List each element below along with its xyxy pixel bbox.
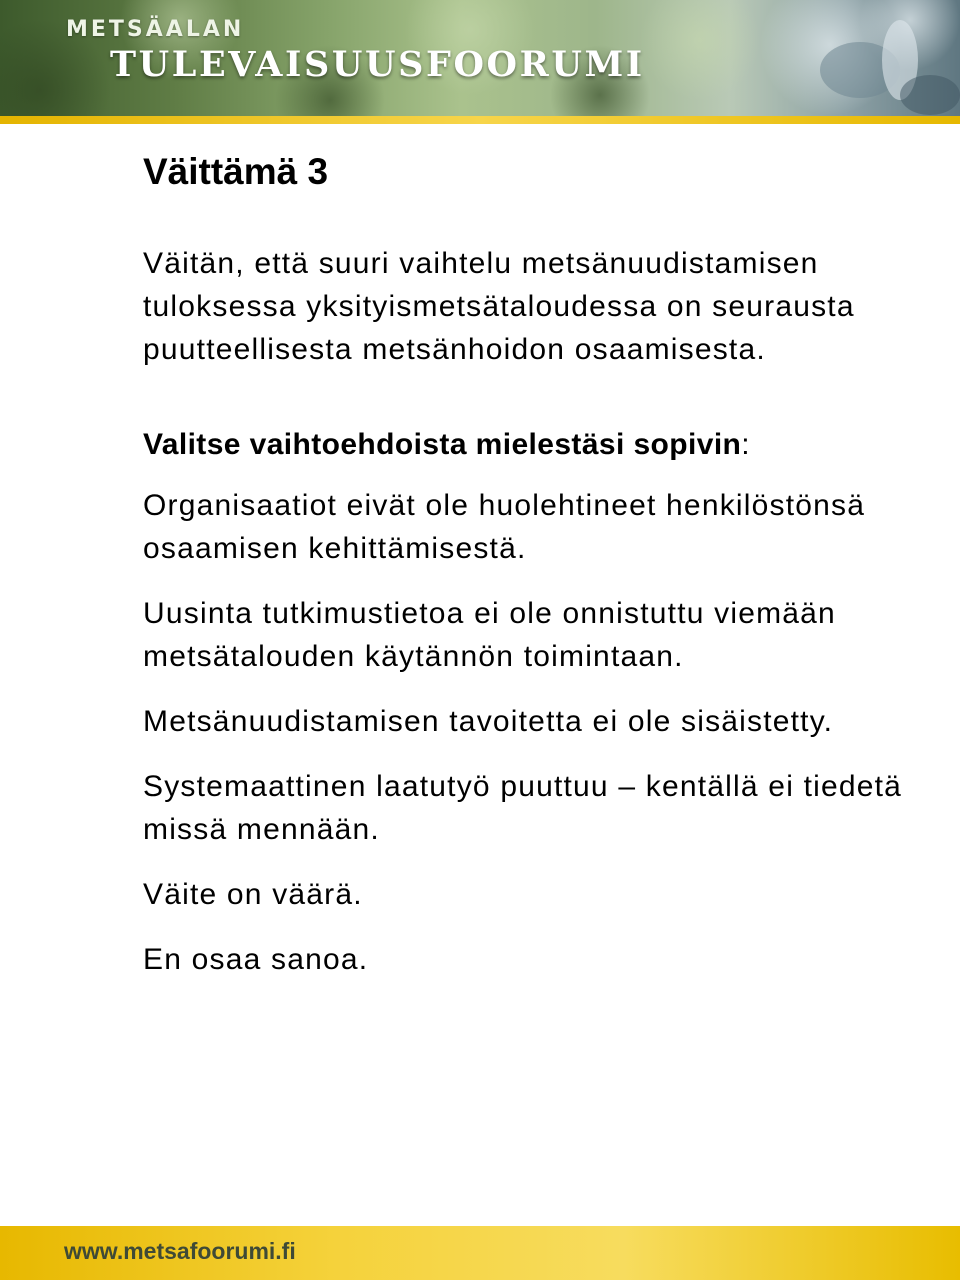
answer-option-3[interactable]: Metsänuudistamisen tavoitetta ei ole sisäistetty. bbox=[143, 705, 834, 738]
banner-top-text: METSÄALAN bbox=[66, 17, 245, 42]
answer-option-1[interactable]: Organisaatiot eivät ole huolehtineet henkilöstönsä osaamisen kehittämisestä. bbox=[143, 489, 866, 565]
answer-option-6[interactable]: En osaa sanoa. bbox=[143, 943, 369, 976]
instruction-bold: Valitse vaihtoehdoista mielestäsi sopivin bbox=[143, 428, 742, 461]
footer-url[interactable]: www.metsafoorumi.fi bbox=[64, 1238, 296, 1264]
slide-content bbox=[143, 140, 923, 1003]
instruction-text bbox=[143, 423, 923, 466]
slide-title: Väittämä 3 bbox=[143, 151, 329, 192]
answer-options-list bbox=[143, 484, 923, 981]
instruction-suffix: : bbox=[741, 428, 751, 461]
answer-option-2[interactable]: Uusinta tutkimustietoa ei ole onnistuttu viemään metsätalouden käytännön toimintaan. bbox=[143, 597, 836, 673]
answer-option-4[interactable]: Systemaattinen laatutyö puuttuu – kentällä ei tiedetä missä mennään. bbox=[143, 770, 903, 846]
banner-main-text: TULEVAISUUSFOORUMI bbox=[110, 44, 645, 85]
header-banner bbox=[0, 0, 960, 124]
answer-option-5[interactable]: Väite on väärä. bbox=[143, 878, 363, 911]
banner-gold-stripe bbox=[0, 116, 960, 124]
statement-text: Väitän, että suuri vaihtelu metsänuudistamisen tuloksessa yksityismetsätaloudessa on seurausta puutteellisesta metsänhoidon osaamisesta. bbox=[143, 247, 855, 366]
